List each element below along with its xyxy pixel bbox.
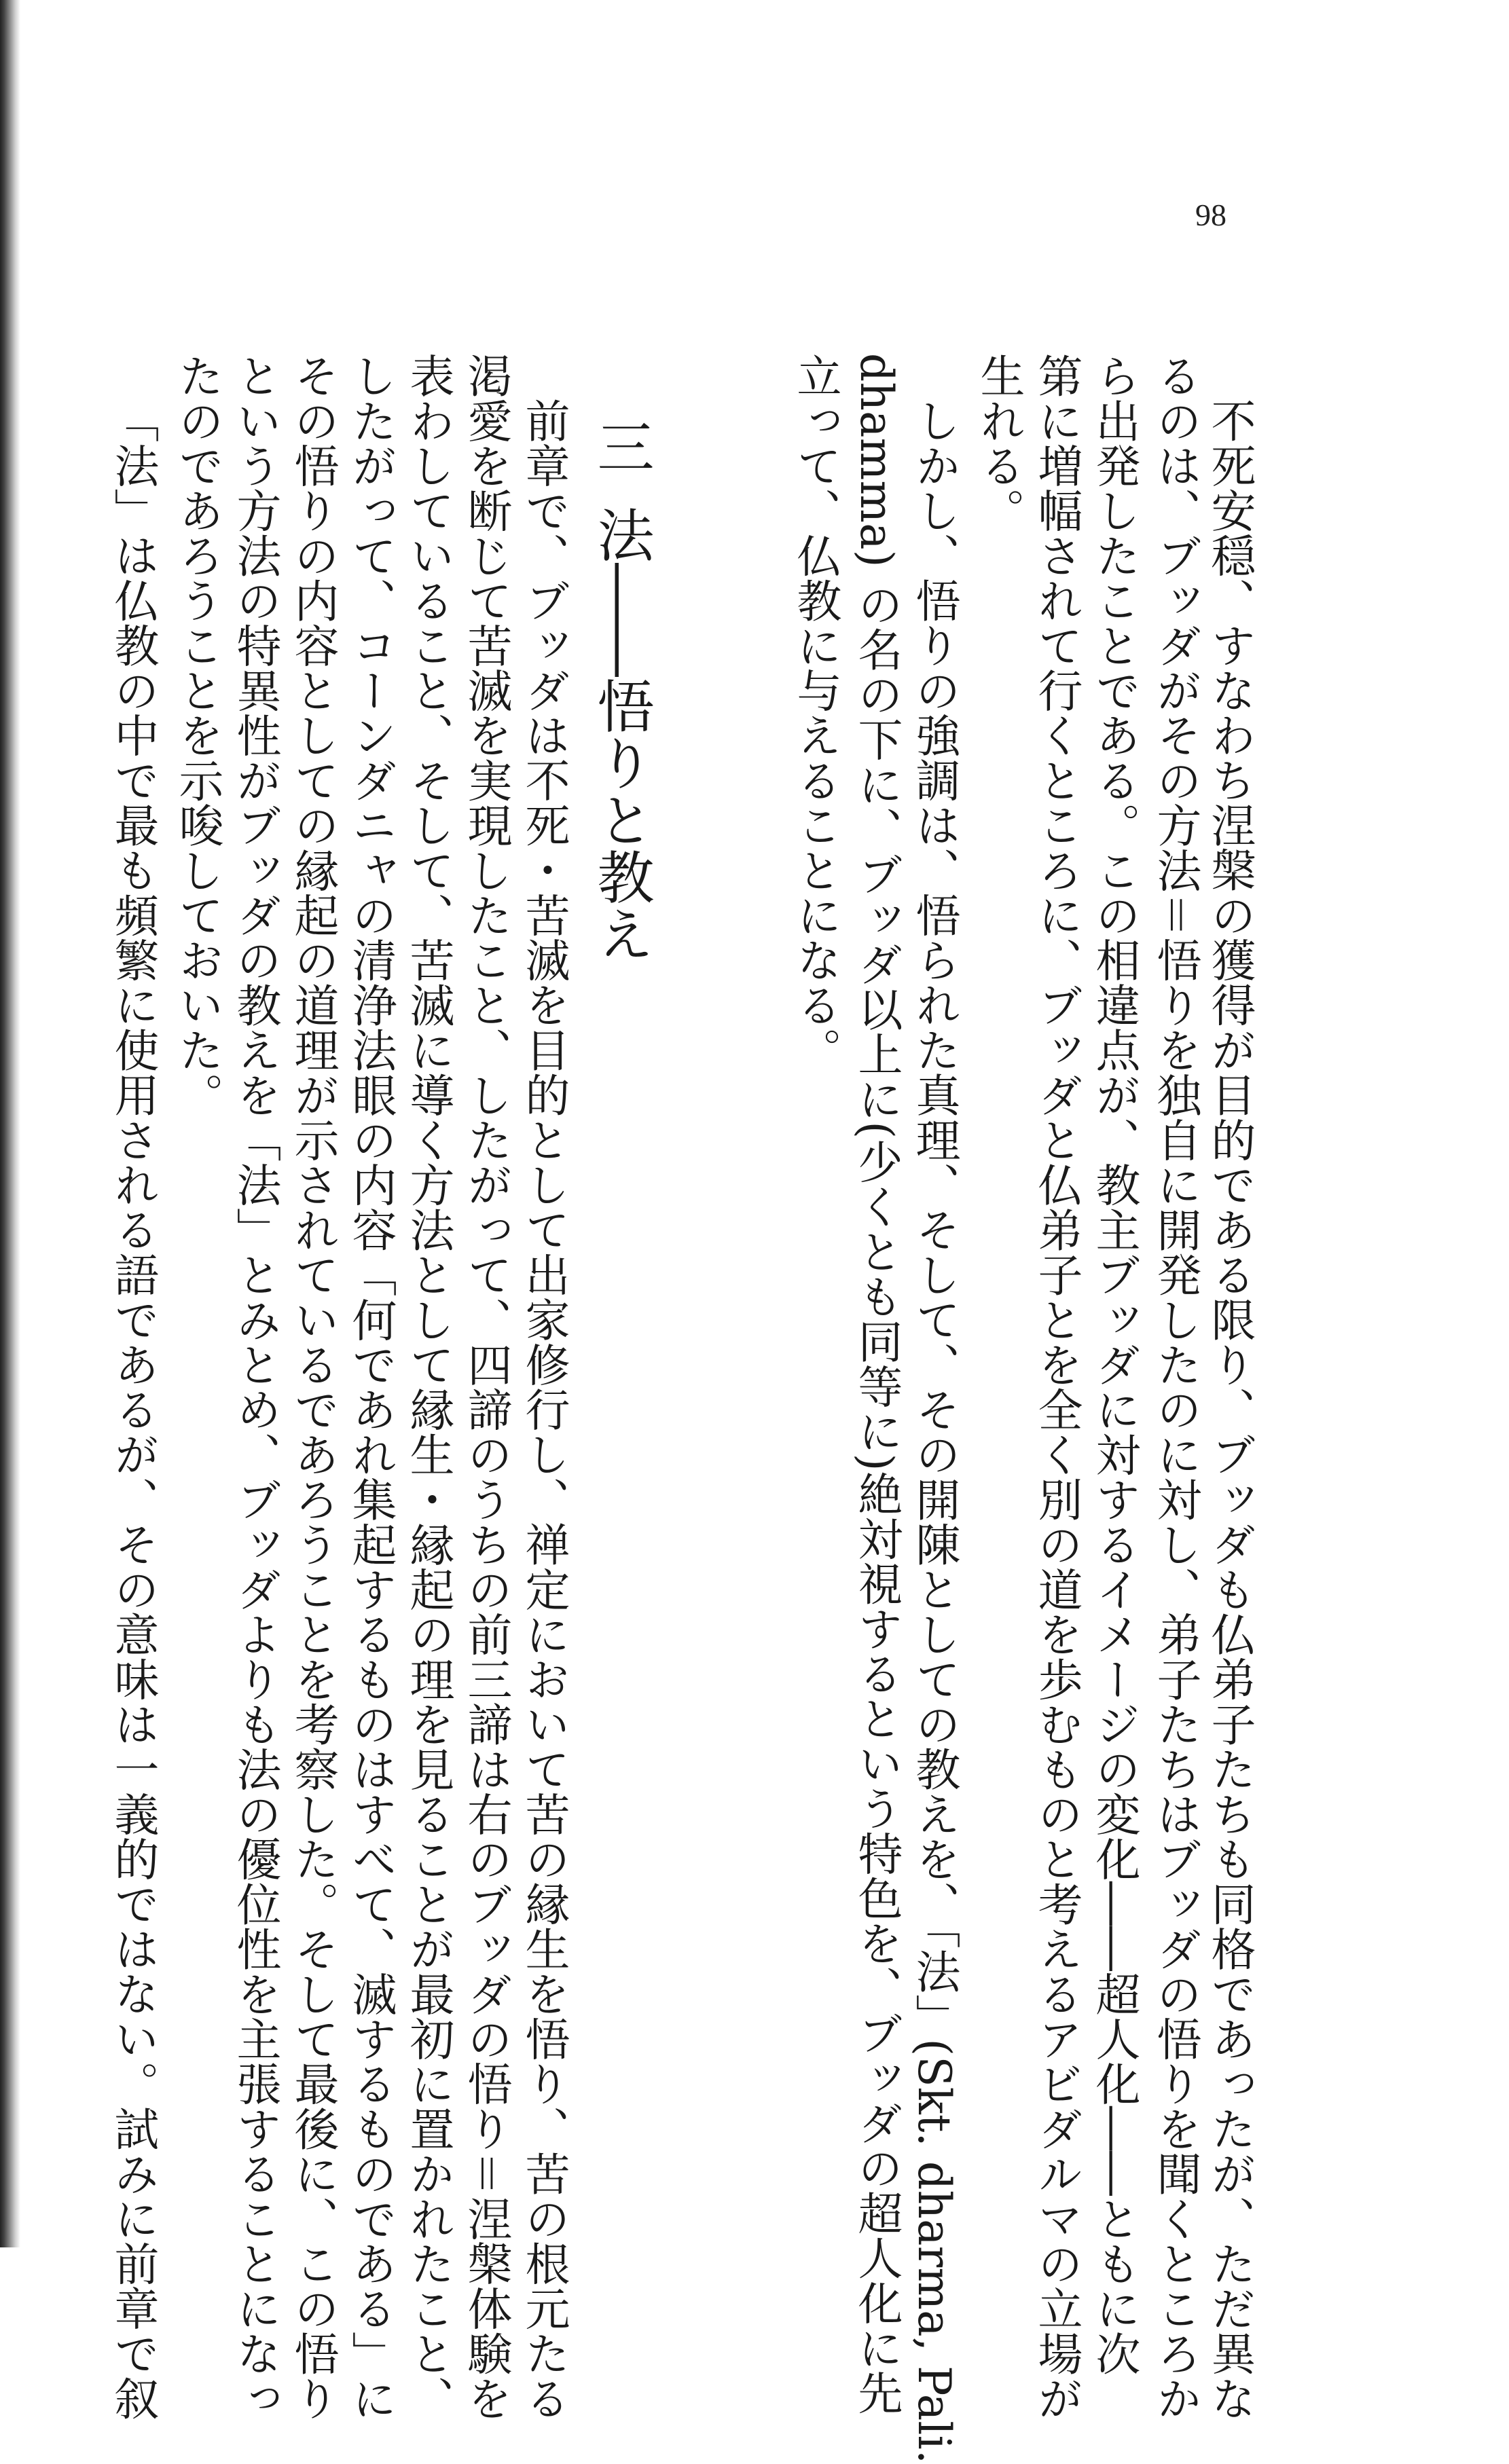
text-column: 「法」は仏教の中で最も頻繁に使用される語であるが、その意味は一義的ではない。試みに前章で叙 — [107, 398, 159, 2421]
text-column: したがって、コーンダニャの清浄法眼の内容「何であれ集起するものはすべて、滅するものである」に — [344, 353, 397, 2421]
text-column: 生れる。 — [972, 353, 1025, 533]
text-column: 第に増幅されて行くところに、ブッダと仏弟子とを全く別の道を歩むものと考えるアビダルマの立場が — [1030, 353, 1083, 2421]
text-column: 前章で、ブッダは不死・苦滅を目的として出家修行し、禅定において苦の縁生を悟り、苦の根元たる — [517, 398, 570, 2421]
section-heading — [584, 418, 659, 962]
text-column: 渇愛を断じて苦滅を実現したこと、したがって、四諦のうちの前三諦は右のブッダの悟り＝涅槃体験を — [460, 353, 512, 2421]
section-numeral: 三 — [588, 418, 655, 475]
text-column: 不死安穏、すなわち涅槃の獲得が目的である限り、ブッダも仏弟子たちも同格であったが、ただ異な — [1203, 398, 1256, 2421]
text-column: ら出発したことである。この相違点が、教主ブッダに対するイメージの変化――超人化――ともに次 — [1088, 353, 1140, 2376]
section-title: 法――悟りと教え — [588, 506, 655, 962]
text-column: という方法の特異性がブッダの教えを「法」とみとめ、ブッダよりも法の優位性を主張することになっ — [229, 353, 281, 2421]
text-column: dhamma) の名の下に、ブッダ以上に(少くとも同等に)絶対視するという特色を、ブッダの超人化に先 — [850, 353, 903, 2415]
text-column: その悟りの内容としての縁起の道理が示されているであろうことを考察した。そして最後に、この悟り — [287, 353, 339, 2421]
text-column: るのは、ブッダがその方法＝悟りを独自に開発したのに対し、弟子たちはブッダの悟りを聞くところか — [1149, 353, 1201, 2421]
page-number: 98 — [1195, 198, 1226, 232]
scan-edge-shadow — [0, 0, 20, 2247]
text-column: しかし、悟りの強調は、悟られた真理、そして、その開陳としての教えを、「法」(Skt. dharma, Pali. — [908, 398, 960, 2464]
text-column: 表わしていること、そして、苦滅に導く方法として縁生・縁起の理を見ることが最初に置かれたこと、 — [402, 353, 454, 2421]
text-column: たのであろうことを示唆しておいた。 — [171, 353, 223, 1118]
text-column: 立って、仏教に与えることになる。 — [789, 353, 841, 1073]
